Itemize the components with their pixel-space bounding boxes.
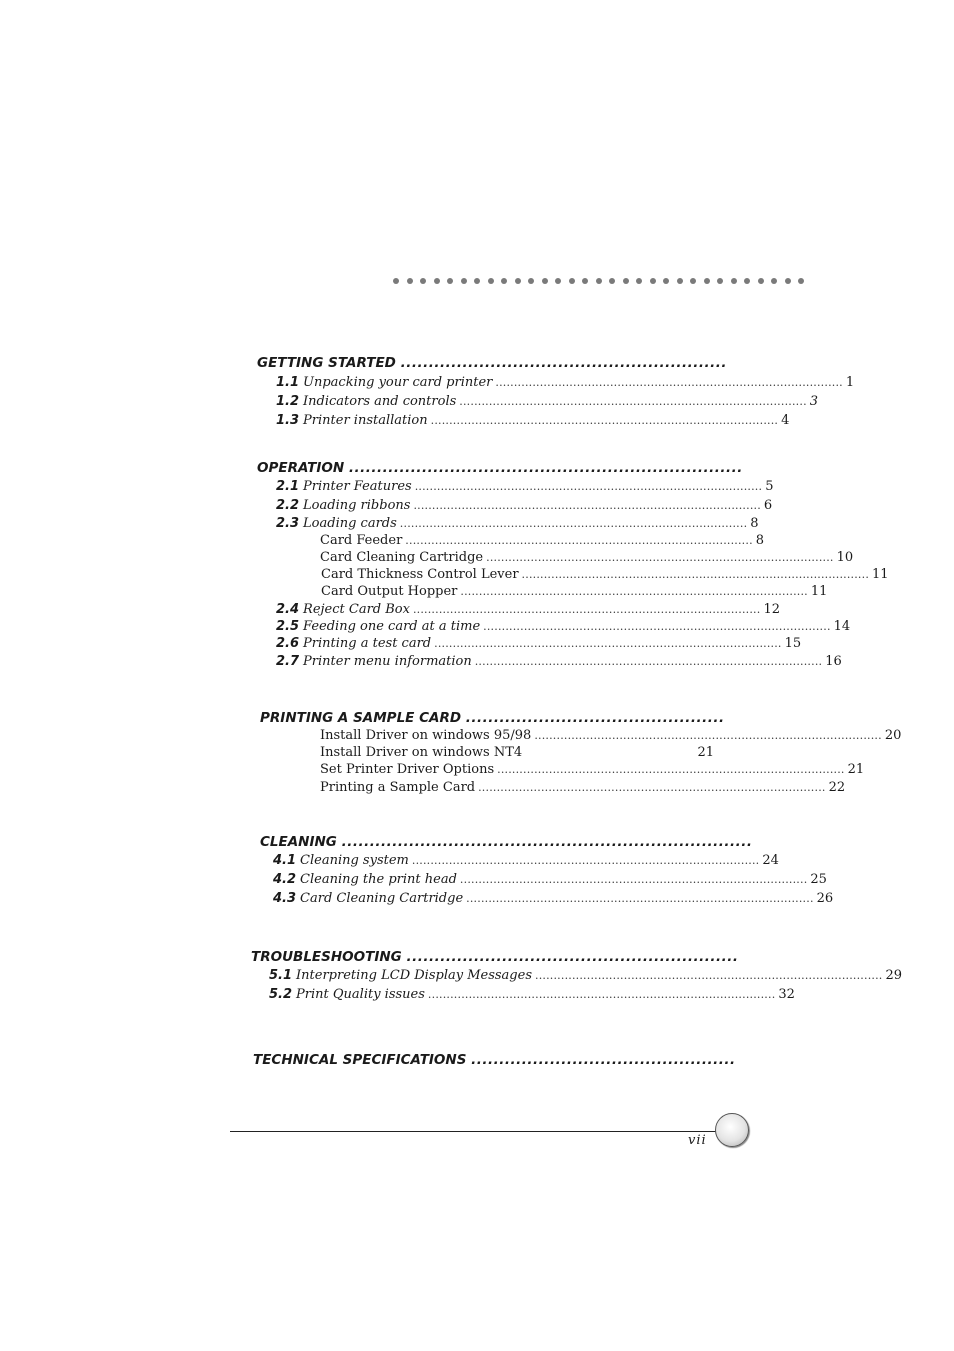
entry-page: 8 <box>750 516 759 531</box>
entry-title: Printing a Sample Card <box>320 780 476 795</box>
dot-leader: .............................................................................................. <box>459 395 807 408</box>
entry-page: 3 <box>809 394 819 409</box>
entry-page: 21 <box>697 745 714 760</box>
entry-number: 4.2 <box>273 872 297 887</box>
entry-page: 14 <box>833 619 851 634</box>
toc-subrow[interactable] <box>320 762 865 777</box>
dot-leader: .............................................................................................. <box>483 620 831 633</box>
toc-subrow[interactable] <box>321 567 889 582</box>
entry-number: 1.1 <box>276 375 300 390</box>
dot-leader: .............................................................................................. <box>430 414 779 427</box>
footer-rule <box>230 1131 718 1132</box>
toc-row[interactable] <box>276 654 842 669</box>
entry-number: 2.4 <box>276 602 300 617</box>
decorative-dot <box>717 278 723 284</box>
toc-row[interactable] <box>276 413 790 428</box>
dot-leader: .............................................................................................. <box>459 873 808 886</box>
entry-title: Print Quality issues <box>296 987 425 1002</box>
decorative-dot <box>636 278 642 284</box>
entry-page: 24 <box>762 853 779 868</box>
dot-leader: .............................................................................................. <box>412 603 761 616</box>
entry-page: 32 <box>778 987 795 1002</box>
entry-page: 25 <box>810 872 827 887</box>
decorative-dot <box>758 278 764 284</box>
entry-page: 16 <box>825 654 842 669</box>
toc-row[interactable] <box>276 394 819 409</box>
dot-leader: .............................................................................................. <box>434 637 782 650</box>
dot-leader: .............................................................................................. <box>535 969 883 982</box>
entry-title: Interpreting LCD Display Messages <box>296 968 532 983</box>
entry-number: 4.1 <box>273 853 297 868</box>
entry-number: 1.3 <box>276 413 300 428</box>
entry-page: 26 <box>816 891 834 906</box>
entry-page: 10 <box>836 550 854 565</box>
entry-page: 15 <box>784 636 802 651</box>
toc-subrow[interactable] <box>320 745 714 760</box>
toc-subrow[interactable] <box>320 550 854 565</box>
decorative-dot <box>731 278 737 284</box>
entry-number: 2.7 <box>276 654 300 669</box>
toc-subrow[interactable] <box>320 533 765 548</box>
entry-title: Card Cleaning Cartridge <box>300 891 464 906</box>
page-badge-circle <box>715 1113 749 1147</box>
entry-page: 1 <box>845 375 855 390</box>
entry-title: Install Driver on windows 95/98 <box>320 728 532 743</box>
toc-row[interactable] <box>269 987 795 1002</box>
decorative-dot-row <box>393 278 813 290</box>
dot-leader: .............................................................................................. <box>534 729 882 742</box>
entry-title: Printer menu information <box>303 654 472 669</box>
toc-subrow[interactable] <box>320 780 846 795</box>
entry-page: 20 <box>884 728 902 743</box>
dot-leader: .............................................................................................. <box>478 781 826 794</box>
dot-leader: .............................................................................................. <box>466 892 814 905</box>
dot-leader: .............................................................................................. <box>495 376 843 389</box>
decorative-dot <box>528 278 534 284</box>
dot-leader: .............................................................................................. <box>474 655 823 668</box>
entry-page: 5 <box>765 479 774 494</box>
entry-page: 11 <box>872 567 889 582</box>
decorative-dot <box>461 278 467 284</box>
entry-title: Cleaning system <box>300 853 409 868</box>
section-heading-technical-specifications: TECHNICAL SPECIFICATIONS ............................................... <box>253 1052 736 1068</box>
section-heading-operation: OPERATION ...................................................................... <box>257 460 743 476</box>
decorative-dot <box>434 278 440 284</box>
toc-row[interactable] <box>276 516 759 531</box>
decorative-dot <box>704 278 710 284</box>
decorative-dot <box>447 278 453 284</box>
entry-title: Loading ribbons <box>303 498 411 513</box>
toc-row[interactable] <box>273 853 779 868</box>
page-folio: vii <box>688 1133 707 1148</box>
dot-leader: .............................................................................................. <box>414 480 763 493</box>
dot-leader: .............................................................................................. <box>460 585 808 598</box>
entry-number: 1.2 <box>276 394 300 409</box>
decorative-dot <box>596 278 602 284</box>
entry-title: Loading cards <box>303 516 397 531</box>
decorative-dot <box>542 278 548 284</box>
toc-row[interactable] <box>276 619 851 634</box>
dot-leader: .............................................................................................. <box>486 551 834 564</box>
decorative-dot <box>555 278 561 284</box>
entry-number: 5.1 <box>269 968 293 983</box>
dot-leader: .............................................................................................. <box>497 763 845 776</box>
entry-title: Card Cleaning Cartridge <box>320 550 484 565</box>
toc-subrow[interactable] <box>320 728 902 743</box>
entry-title: Set Printer Driver Options <box>320 762 495 777</box>
entry-number: 4.3 <box>273 891 297 906</box>
entry-title: Card Feeder <box>320 533 403 548</box>
dot-leader: .............................................................................................. <box>405 534 753 547</box>
entry-title: Install Driver on windows NT4 <box>320 745 523 760</box>
entry-number: 2.5 <box>276 619 300 634</box>
entry-page: 22 <box>828 780 846 795</box>
toc-row[interactable] <box>276 498 773 513</box>
decorative-dot <box>393 278 399 284</box>
decorative-dot <box>501 278 507 284</box>
decorative-dot <box>582 278 588 284</box>
decorative-dot <box>420 278 426 284</box>
decorative-dot <box>515 278 521 284</box>
dot-leader: .............................................................................................. <box>427 988 776 1001</box>
entry-number: 2.6 <box>276 636 300 651</box>
decorative-dot <box>474 278 480 284</box>
entry-title: Printer Features <box>303 479 412 494</box>
entry-title: Card Thickness Control Lever <box>321 567 519 582</box>
decorative-dot <box>744 278 750 284</box>
toc-subrow[interactable] <box>321 584 828 599</box>
entry-page: 4 <box>781 413 790 428</box>
entry-title: Printer installation <box>303 413 428 428</box>
entry-page: 12 <box>763 602 780 617</box>
decorative-dot <box>569 278 575 284</box>
section-heading-getting-started: GETTING STARTED .......................................................... <box>257 355 728 371</box>
section-heading-troubleshooting: TROUBLESHOOTING ........................................................... <box>251 949 739 965</box>
entry-number: 2.1 <box>276 479 300 494</box>
decorative-dot <box>690 278 696 284</box>
entry-page: 8 <box>755 533 765 548</box>
entry-number: 5.2 <box>269 987 293 1002</box>
toc-row[interactable] <box>276 602 780 617</box>
decorative-dot <box>623 278 629 284</box>
entry-number: 2.2 <box>276 498 300 513</box>
toc-row[interactable] <box>269 968 903 983</box>
entry-page: 21 <box>847 762 865 777</box>
decorative-dot <box>407 278 413 284</box>
dot-leader: .............................................................................................. <box>413 499 761 512</box>
decorative-dot <box>488 278 494 284</box>
toc-row[interactable] <box>273 891 834 906</box>
entry-title: Indicators and controls <box>303 394 457 409</box>
entry-title: Printing a test card <box>303 636 432 651</box>
dot-leader: .............................................................................................. <box>399 517 748 530</box>
toc-row[interactable] <box>276 375 855 390</box>
dot-leader: .............................................................................................. <box>521 568 870 581</box>
dot-leader: .............................................................................................. <box>411 854 760 867</box>
entry-title: Feeding one card at a time <box>303 619 481 634</box>
toc-row[interactable] <box>276 636 802 651</box>
entry-page: 11 <box>810 584 828 599</box>
entry-title: Cleaning the print head <box>300 872 457 887</box>
decorative-dot <box>785 278 791 284</box>
entry-number: 2.3 <box>276 516 300 531</box>
entry-page: 29 <box>885 968 903 983</box>
entry-title: Reject Card Box <box>303 602 410 617</box>
section-heading-cleaning: CLEANING ......................................................................... <box>260 834 753 850</box>
section-heading-printing-sample-card: PRINTING A SAMPLE CARD .............................................. <box>260 710 725 726</box>
entry-title: Unpacking your card printer <box>303 375 493 390</box>
decorative-dot <box>609 278 615 284</box>
entry-title: Card Output Hopper <box>321 584 458 599</box>
toc-row[interactable] <box>273 872 827 887</box>
decorative-dot <box>663 278 669 284</box>
decorative-dot <box>798 278 804 284</box>
toc-row[interactable] <box>276 479 774 494</box>
decorative-dot <box>650 278 656 284</box>
decorative-dot <box>771 278 777 284</box>
decorative-dot <box>677 278 683 284</box>
entry-page: 6 <box>763 498 773 513</box>
